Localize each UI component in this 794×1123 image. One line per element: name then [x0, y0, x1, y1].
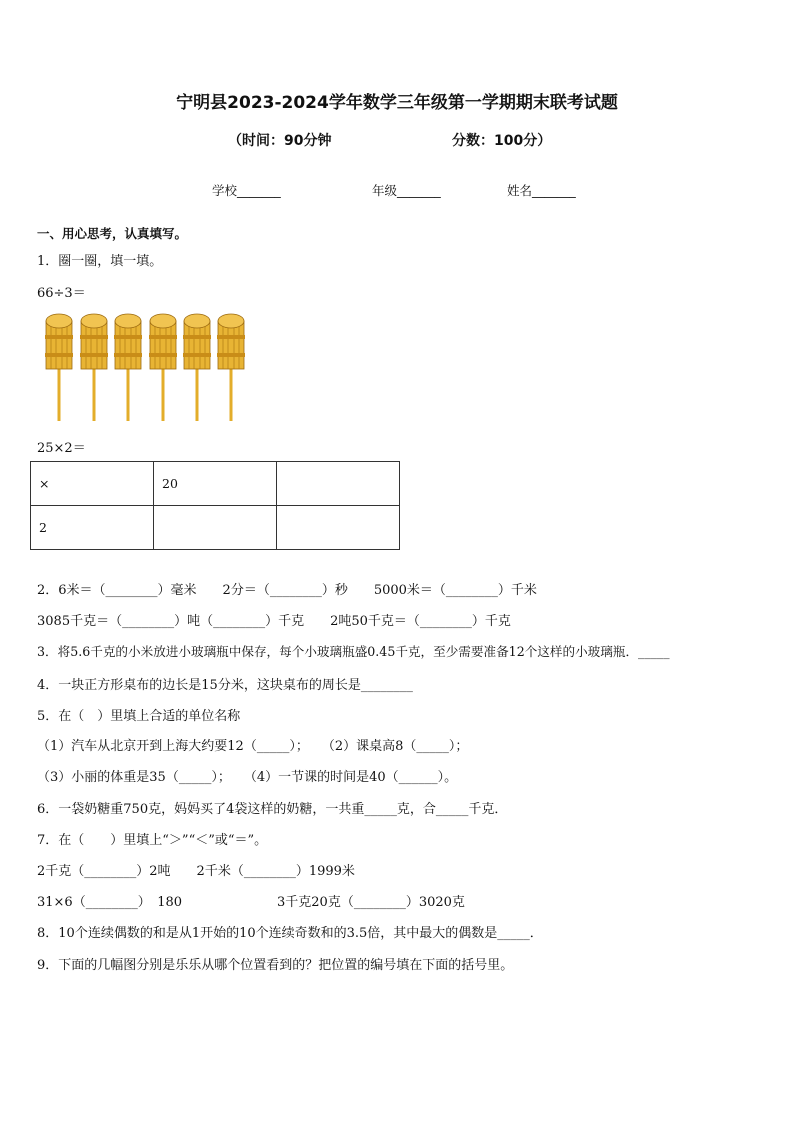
stick-bundle — [77, 313, 111, 421]
question-7-line-1: 2千克（________）2吨 2千米（________）1999米 — [37, 864, 355, 879]
question-5: 5．在（ ）里填上合适的单位名称 — [37, 709, 241, 724]
question-5-line-2: （3）小丽的体重是35（_____）； （4）一节课的时间是40（______）。 — [37, 770, 458, 785]
question-1: 1．圈一圈，填一填。 — [37, 254, 163, 269]
stick-bundle — [111, 313, 145, 421]
question-9: 9．下面的几幅图分别是乐乐从哪个位置看到的？把位置的编号填在下面的括号里。 — [37, 958, 514, 973]
question-3: 3．将5.6千克的小米放进小玻璃瓶中保存，每个小玻璃瓶盛0.45千克，至少需要准备12个这样的小玻璃瓶．_____ — [37, 644, 670, 659]
question-1-expression-1: 66÷3＝ — [37, 286, 86, 301]
question-5-line-1: （1）汽车从北京开到上海大约要12（_____）； （2）课桌高8（_____）； — [37, 739, 469, 754]
table-cell: × — [31, 462, 154, 506]
stick-bundle — [42, 313, 76, 421]
section-heading: 一、用心思考，认真填写。 — [37, 226, 188, 241]
table-row — [31, 506, 400, 550]
stick-bundle — [146, 313, 180, 421]
page-title: 宁明县2023-2024学年数学三年级第一学期期末联考试题 — [176, 93, 618, 113]
stick-bundle — [214, 313, 248, 421]
question-7: 7．在（ ）里填上“＞”“＜”或“＝”。 — [37, 833, 268, 848]
table-cell[interactable] — [277, 506, 400, 550]
name-field: 姓名_______ — [507, 183, 576, 198]
exam-score: 分数：100分） — [452, 133, 552, 149]
question-2-line-1: 2．6米＝（________）毫米 2分＝（________）秒 5000米＝（________）千米 — [37, 583, 537, 598]
exam-time: （时间：90分钟 — [228, 133, 332, 149]
stick-bundle — [180, 313, 214, 421]
question-8: 8．10个连续偶数的和是从1开始的10个连续奇数和的3.5倍，其中最大的偶数是_____． — [37, 926, 543, 941]
question-2-line-2: 3085千克＝（________）吨（________）千克 2吨50千克＝（________）千克 — [37, 614, 511, 629]
question-7-line-2b: 3千克20克（________）3020克 — [277, 895, 465, 910]
table-row — [31, 462, 400, 506]
table-cell[interactable] — [154, 506, 277, 550]
question-7-line-2a: 31×6（________） 180 — [37, 895, 183, 910]
school-field: 学校_______ — [212, 183, 281, 198]
grade-field: 年级_______ — [372, 183, 441, 198]
question-1-expression-2: 25×2＝ — [37, 441, 86, 456]
table-cell[interactable]: 20 — [154, 462, 277, 506]
table-cell: 2 — [31, 506, 154, 550]
multiplication-table — [30, 461, 400, 550]
question-4: 4．一块正方形桌布的边长是15分米，这块桌布的周长是________ — [37, 678, 413, 693]
table-cell[interactable] — [277, 462, 400, 506]
question-6: 6．一袋奶糖重750克，妈妈买了4袋这样的奶糖，一共重_____克，合_____千克． — [37, 802, 508, 817]
